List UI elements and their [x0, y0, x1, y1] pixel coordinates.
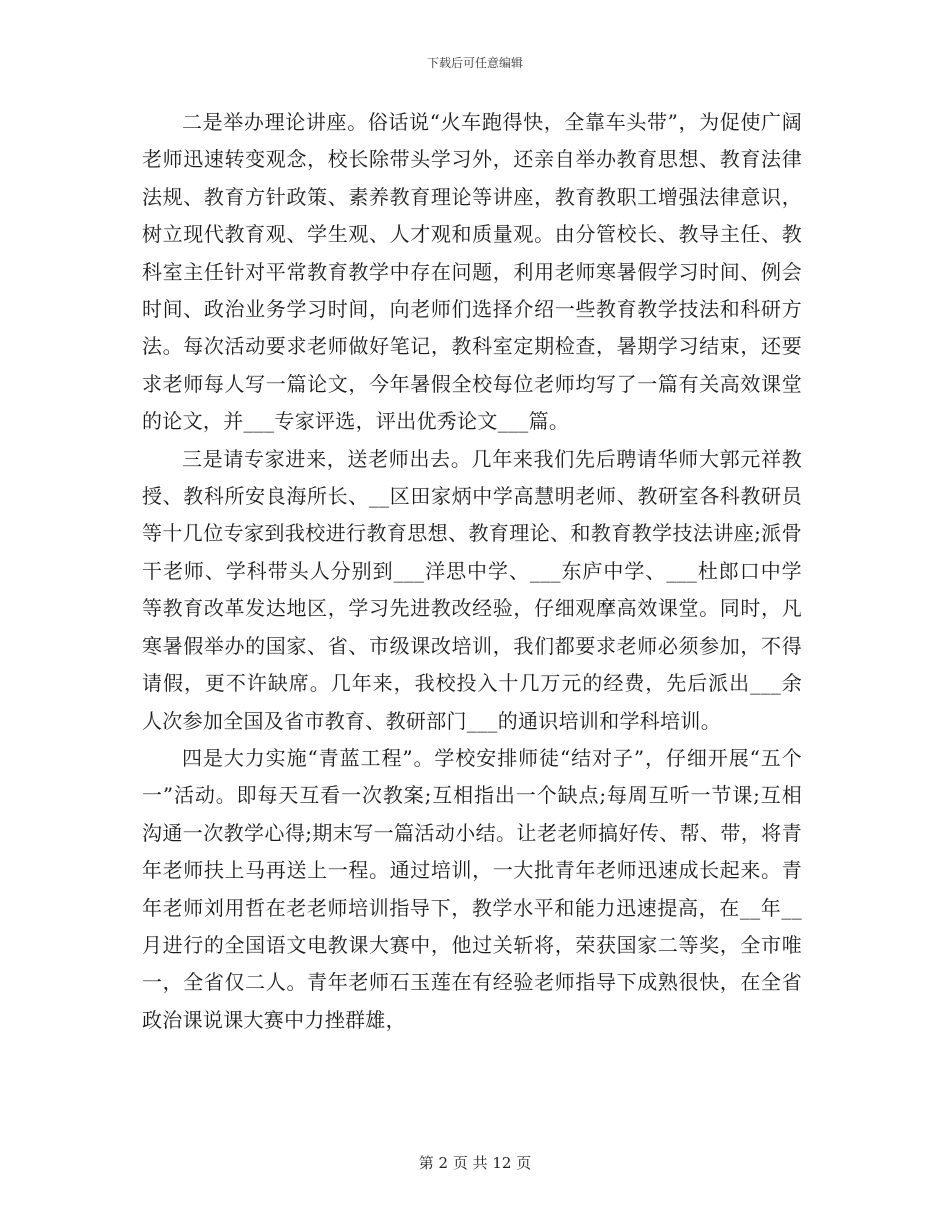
paragraph-qinglan-project: 四是大力实施“青蓝工程”。学校安排师徒“结对子”，仔细开展“五个一”活动。即每天互看一次教案;互相指出一个缺点;每周互听一节课;互相沟通一次教学心得;期末写一篇活动小结。让老老师搞好传、帮、带，将青年老师扶上马再送上一程。通过培训，一大批青年老师迅速成长起来。青年老师刘用哲在老老师培训指导下，教学水平和能力迅速提高，在__年__月进行的全国语文电教课大赛中，他过关斩将，荣获国家二等奖，全市唯一，全省仅二人。青年老师石玉莲在有经验老师指导下成熟很快，在全省政治课说课大赛中力挫群雄，: [142, 745, 802, 1032]
paragraph-lectures: 二是举办理论讲座。俗话说“火车跑得快，全靠车头带”，为促使广阔老师迅速转变观念，校长除带头学习外，还亲自举办教育思想、教育法律法规、教育方针政策、素养教育理论等讲座，教育教职工增强法律意识，树立现代教育观、学生观、人才观和质量观。由分管校长、教导主任、教科室主任针对平常教育教学中存在问题，利用老师寒暑假学习时间、例会时间、政治业务学习时间，向老师们选择介绍一些教育教学技法和科研方法。每次活动要求老师做好笔记，教科室定期检查，暑期学习结束，还要求老师每人写一篇论文，今年暑假全校每位老师均写了一篇有关高效课堂的论文，并___专家评选，评出优秀论文___篇。: [142, 110, 802, 434]
paragraph-experts: 三是请专家进来，送老师出去。几年来我们先后聘请华师大郭元祥教授、教科所安良海所长、__区田家炳中学高慧明老师、教研室各科教研员等十几位专家到我校进行教育思想、教育理论、和教育教学技法讲座;派骨干老师、学科带头人分别到___洋思中学、___东庐中学、___杜郎口中学等教育改革发达地区，学习先进教改经验，仔细观摩高效课堂。同时，凡寒暑假举办的国家、省、市级课改培训，我们都要求老师必须参加，不得请假，更不许缺席。几年来，我校投入十几万元的经费，先后派出___余人次参加全国及省市教育、教研部门___的通识培训和学科培训。: [142, 446, 802, 733]
document-body: [142, 104, 802, 1039]
page-number: 第 2 页 共 12 页: [418, 1154, 532, 1172]
page-header: 下载后可任意编辑: [426, 56, 523, 70]
